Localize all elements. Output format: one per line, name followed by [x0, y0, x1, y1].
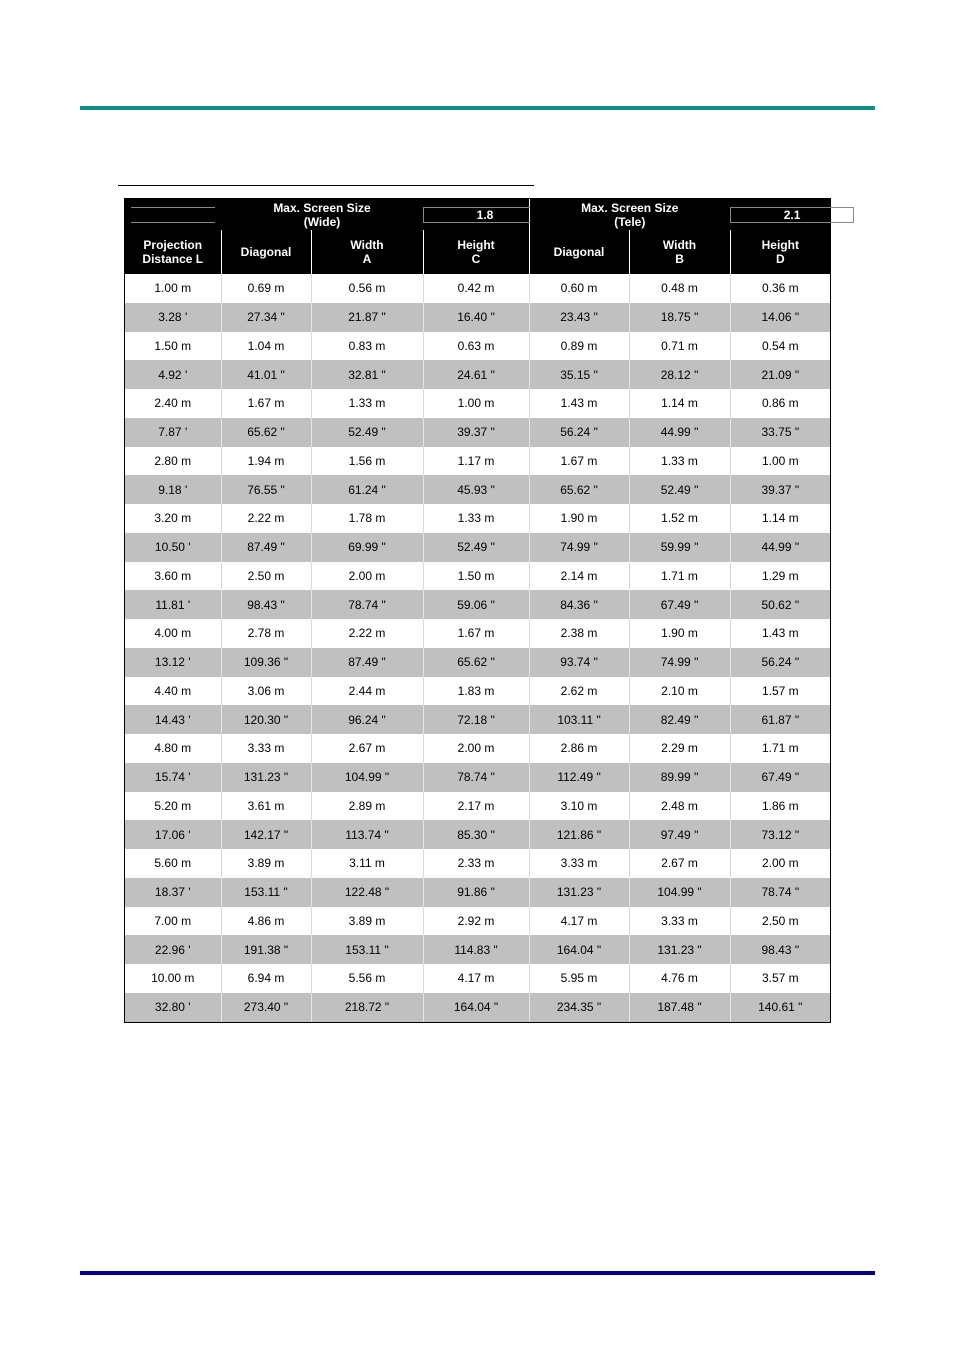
table-cell: 28.12 " [629, 360, 730, 389]
table-cell: 1.90 m [529, 504, 629, 533]
table-row [125, 562, 830, 591]
table-cell: 109.36 " [221, 648, 311, 677]
table-cell: 2.38 m [529, 619, 629, 648]
table-cell: 3.10 m [529, 792, 629, 821]
table-cell: 2.78 m [221, 619, 311, 648]
table-cell: 0.83 m [311, 332, 423, 361]
table-cell: 7.87 ' [125, 418, 221, 447]
table-row [125, 878, 830, 907]
table-cell: 41.01 " [221, 360, 311, 389]
table-cell: 2.22 m [311, 619, 423, 648]
table-row [125, 533, 830, 562]
table-cell: 4.17 m [529, 907, 629, 936]
table-cell: 1.04 m [221, 332, 311, 361]
table-cell: 1.33 m [423, 504, 529, 533]
table-cell: 35.15 " [529, 360, 629, 389]
table-cell: 33.75 " [730, 418, 830, 447]
table-cell: 2.00 m [311, 562, 423, 591]
table-cell: 74.99 " [629, 648, 730, 677]
table-cell: 153.11 " [311, 935, 423, 964]
table-cell: 69.99 " [311, 533, 423, 562]
table-cell: 2.33 m [423, 849, 529, 878]
table-cell: 131.23 " [629, 935, 730, 964]
table-cell: 1.90 m [629, 619, 730, 648]
table-cell: 1.67 m [529, 447, 629, 476]
table-cell: 1.43 m [529, 389, 629, 418]
table-cell: 142.17 " [221, 820, 311, 849]
table-row [125, 763, 830, 792]
table-cell: 113.74 " [311, 820, 423, 849]
table-row [125, 303, 830, 332]
table-cell: 1.52 m [629, 504, 730, 533]
table-cell: 21.09 " [730, 360, 830, 389]
table-cell: 78.74 " [311, 590, 423, 619]
column-header: Height D [730, 230, 830, 274]
table-cell: 39.37 " [423, 418, 529, 447]
table-cell: 1.67 m [423, 619, 529, 648]
table-cell: 2.89 m [311, 792, 423, 821]
table-cell: 3.89 m [311, 907, 423, 936]
table-cell: 1.50 m [154, 338, 192, 353]
table-cell: 97.49 " [629, 820, 730, 849]
table-row [125, 648, 830, 677]
table-cell: 4.76 m [629, 964, 730, 993]
table-cell: 2.29 m [629, 734, 730, 763]
table-cell: 3.20 m [154, 511, 192, 526]
table-cell: 0.36 m [730, 274, 830, 303]
table-cell: 1.33 m [629, 447, 730, 476]
table-cell: 5.56 m [311, 964, 423, 993]
table-cell: 1.57 m [730, 677, 830, 706]
table-row [125, 504, 830, 533]
tele-size-value: 2.1 [730, 207, 854, 223]
table-cell: 74.99 " [529, 533, 629, 562]
table-cell: 164.04 " [423, 993, 529, 1022]
table-cell: 153.11 " [221, 878, 311, 907]
table-cell: 1.94 m [221, 447, 311, 476]
table-cell: 3.33 m [629, 907, 730, 936]
table-cell: 15.74 ' [125, 763, 221, 792]
top-rule [80, 106, 875, 110]
table-row [125, 993, 830, 1022]
table-cell: 1.33 m [311, 389, 423, 418]
table-cell: 72.18 " [423, 705, 529, 734]
table-cell: 4.17 m [423, 964, 529, 993]
table-cell: 187.48 " [629, 993, 730, 1022]
table-cell: 3.89 m [221, 849, 311, 878]
table-cell: 59.99 " [629, 533, 730, 562]
table-cell: 121.86 " [529, 820, 629, 849]
table-cell: 2.86 m [529, 734, 629, 763]
table-cell: 16.40 " [423, 303, 529, 332]
table-row [125, 274, 830, 303]
table-cell: 7.00 m [154, 913, 192, 928]
table-cell: 44.99 " [730, 533, 830, 562]
table-cell: 3.28 ' [125, 303, 221, 332]
table-row [125, 964, 830, 993]
table-row [125, 332, 830, 361]
table-cell: 67.49 " [629, 590, 730, 619]
table-cell: 2.22 m [221, 504, 311, 533]
table-cell: 2.62 m [529, 677, 629, 706]
table-cell: 85.30 " [423, 820, 529, 849]
table-cell: 2.00 m [423, 734, 529, 763]
table-cell: 3.11 m [311, 849, 423, 878]
table-cell: 1.43 m [730, 619, 830, 648]
table-row [125, 705, 830, 734]
table-cell: 87.49 " [311, 648, 423, 677]
table-row [125, 418, 830, 447]
table-cell: 140.61 " [730, 993, 830, 1022]
table-cell: 3.60 m [154, 568, 192, 583]
table-cell: 2.50 m [221, 562, 311, 591]
table-cell: 1.14 m [730, 504, 830, 533]
table-cell: 10.50 ' [125, 533, 221, 562]
table-cell: 9.18 ' [125, 475, 221, 504]
table-cell: 61.87 " [730, 705, 830, 734]
table-cell: 32.81 " [311, 360, 423, 389]
column-header: Projection Distance L [125, 230, 221, 274]
table-cell: 122.48 " [311, 878, 423, 907]
table-cell: 10.00 m [151, 971, 195, 986]
table-cell: 2.67 m [311, 734, 423, 763]
table-cell: 2.10 m [629, 677, 730, 706]
tele-size-value-cell [730, 199, 830, 230]
table-cell: 1.83 m [423, 677, 529, 706]
table-cell: 0.86 m [730, 389, 830, 418]
table-cell: 3.61 m [221, 792, 311, 821]
table-cell: 191.38 " [221, 935, 311, 964]
table-cell: 112.49 " [529, 763, 629, 792]
table-cell: 164.04 " [529, 935, 629, 964]
wide-blank-cell [125, 199, 221, 230]
table-cell: 1.71 m [629, 562, 730, 591]
column-header-row [125, 230, 830, 274]
table-cell: 4.86 m [221, 907, 311, 936]
table-cell: 1.00 m [423, 389, 529, 418]
table-cell: 2.44 m [311, 677, 423, 706]
table-cell: 1.71 m [730, 734, 830, 763]
table-row [125, 820, 830, 849]
table-cell: 13.12 ' [125, 648, 221, 677]
table-cell: 1.14 m [629, 389, 730, 418]
table-cell: 14.06 " [730, 303, 830, 332]
table-cell: 4.80 m [154, 741, 192, 756]
table-row [125, 590, 830, 619]
screen-size-header-row [125, 199, 830, 230]
table-cell: 82.49 " [629, 705, 730, 734]
table-cell: 5.95 m [529, 964, 629, 993]
table-cell: 1.67 m [221, 389, 311, 418]
table-cell: 73.12 " [730, 820, 830, 849]
tele-size-label: Max. Screen Size (Tele) [529, 199, 730, 230]
table-cell: 2.14 m [529, 562, 629, 591]
table-cell: 14.43 ' [125, 705, 221, 734]
table-cell: 103.11 " [529, 705, 629, 734]
table-cell: 0.71 m [629, 332, 730, 361]
table-cell: 3.33 m [529, 849, 629, 878]
table-cell: 65.62 " [423, 648, 529, 677]
table-cell: 0.42 m [423, 274, 529, 303]
table-cell: 4.00 m [154, 626, 192, 641]
table-cell: 273.40 " [221, 993, 311, 1022]
table-cell: 1.00 m [730, 447, 830, 476]
table-cell: 0.54 m [730, 332, 830, 361]
table-cell: 2.00 m [730, 849, 830, 878]
table-cell: 3.33 m [221, 734, 311, 763]
table-cell: 3.06 m [221, 677, 311, 706]
table-cell: 11.81 ' [125, 590, 221, 619]
table-cell: 76.55 " [221, 475, 311, 504]
table-cell: 0.69 m [221, 274, 311, 303]
table-cell: 1.86 m [730, 792, 830, 821]
table-row [125, 907, 830, 936]
wide-size-value-cell [423, 199, 529, 230]
table-cell: 0.89 m [529, 332, 629, 361]
table-cell: 56.24 " [730, 648, 830, 677]
table-cell: 1.00 m [154, 281, 192, 296]
table-cell: 32.80 ' [125, 993, 221, 1022]
table-row [125, 792, 830, 821]
table-cell: 65.62 " [529, 475, 629, 504]
table-cell: 23.43 " [529, 303, 629, 332]
table-cell: 93.74 " [529, 648, 629, 677]
table-body [125, 274, 830, 1022]
table-cell: 2.17 m [423, 792, 529, 821]
table-cell: 18.75 " [629, 303, 730, 332]
table-cell: 44.99 " [629, 418, 730, 447]
table-cell: 0.56 m [311, 274, 423, 303]
table-cell: 52.49 " [311, 418, 423, 447]
table-row [125, 447, 830, 476]
table-row [125, 935, 830, 964]
column-header: Diagonal [529, 230, 629, 274]
table-cell: 234.35 " [529, 993, 629, 1022]
table-cell: 61.24 " [311, 475, 423, 504]
table-cell: 18.37 ' [125, 878, 221, 907]
table-cell: 218.72 " [311, 993, 423, 1022]
table-cell: 2.50 m [730, 907, 830, 936]
table-cell: 131.23 " [221, 763, 311, 792]
table-cell: 65.62 " [221, 418, 311, 447]
table-cell: 0.48 m [629, 274, 730, 303]
table-cell: 3.57 m [730, 964, 830, 993]
table-cell: 56.24 " [529, 418, 629, 447]
table-cell: 67.49 " [730, 763, 830, 792]
table-cell: 104.99 " [311, 763, 423, 792]
table-cell: 50.62 " [730, 590, 830, 619]
table-cell: 89.99 " [629, 763, 730, 792]
table-cell: 39.37 " [730, 475, 830, 504]
bottom-rule [80, 1271, 875, 1275]
column-header: Width A [311, 230, 423, 274]
table-cell: 78.74 " [730, 878, 830, 907]
heading-underline [118, 185, 534, 186]
table-cell: 52.49 " [423, 533, 529, 562]
table-cell: 114.83 " [423, 935, 529, 964]
table-cell: 5.60 m [154, 856, 192, 871]
column-header: Height C [423, 230, 529, 274]
table-cell: 17.06 ' [125, 820, 221, 849]
wide-size-label: Max. Screen Size (Wide) [221, 199, 423, 230]
table-row [125, 734, 830, 763]
table-cell: 22.96 ' [125, 935, 221, 964]
table-cell: 1.50 m [423, 562, 529, 591]
table-cell: 27.34 " [221, 303, 311, 332]
column-header: Width B [629, 230, 730, 274]
table-cell: 96.24 " [311, 705, 423, 734]
table-cell: 98.43 " [730, 935, 830, 964]
table-cell: 2.80 m [154, 453, 192, 468]
table-cell: 4.40 m [154, 683, 192, 698]
table-cell: 87.49 " [221, 533, 311, 562]
table-cell: 120.30 " [221, 705, 311, 734]
table-cell: 5.20 m [154, 798, 192, 813]
table-cell: 2.40 m [154, 396, 192, 411]
table-cell: 1.17 m [423, 447, 529, 476]
table-cell: 98.43 " [221, 590, 311, 619]
table-row [125, 677, 830, 706]
table-row [125, 360, 830, 389]
table-cell: 2.92 m [423, 907, 529, 936]
table-row [125, 389, 830, 418]
table-cell: 1.56 m [311, 447, 423, 476]
table-cell: 59.06 " [423, 590, 529, 619]
table-cell: 2.67 m [629, 849, 730, 878]
column-header: Diagonal [221, 230, 311, 274]
table-row [125, 849, 830, 878]
table-row [125, 619, 830, 648]
table-row [125, 475, 830, 504]
table-cell: 84.36 " [529, 590, 629, 619]
table-cell: 0.63 m [423, 332, 529, 361]
table-cell: 104.99 " [629, 878, 730, 907]
table-cell: 131.23 " [529, 878, 629, 907]
table-cell: 78.74 " [423, 763, 529, 792]
table-cell: 24.61 " [423, 360, 529, 389]
table-cell: 0.60 m [529, 274, 629, 303]
table-cell: 21.87 " [311, 303, 423, 332]
table-cell: 6.94 m [221, 964, 311, 993]
table-cell: 45.93 " [423, 475, 529, 504]
table-cell: 91.86 " [423, 878, 529, 907]
table-cell: 2.48 m [629, 792, 730, 821]
table-cell: 1.78 m [311, 504, 423, 533]
wide-size-value: 1.8 [423, 207, 547, 223]
table-cell: 4.92 ' [125, 360, 221, 389]
table-cell: 52.49 " [629, 475, 730, 504]
table-cell: 1.29 m [730, 562, 830, 591]
projection-table [124, 198, 831, 1023]
